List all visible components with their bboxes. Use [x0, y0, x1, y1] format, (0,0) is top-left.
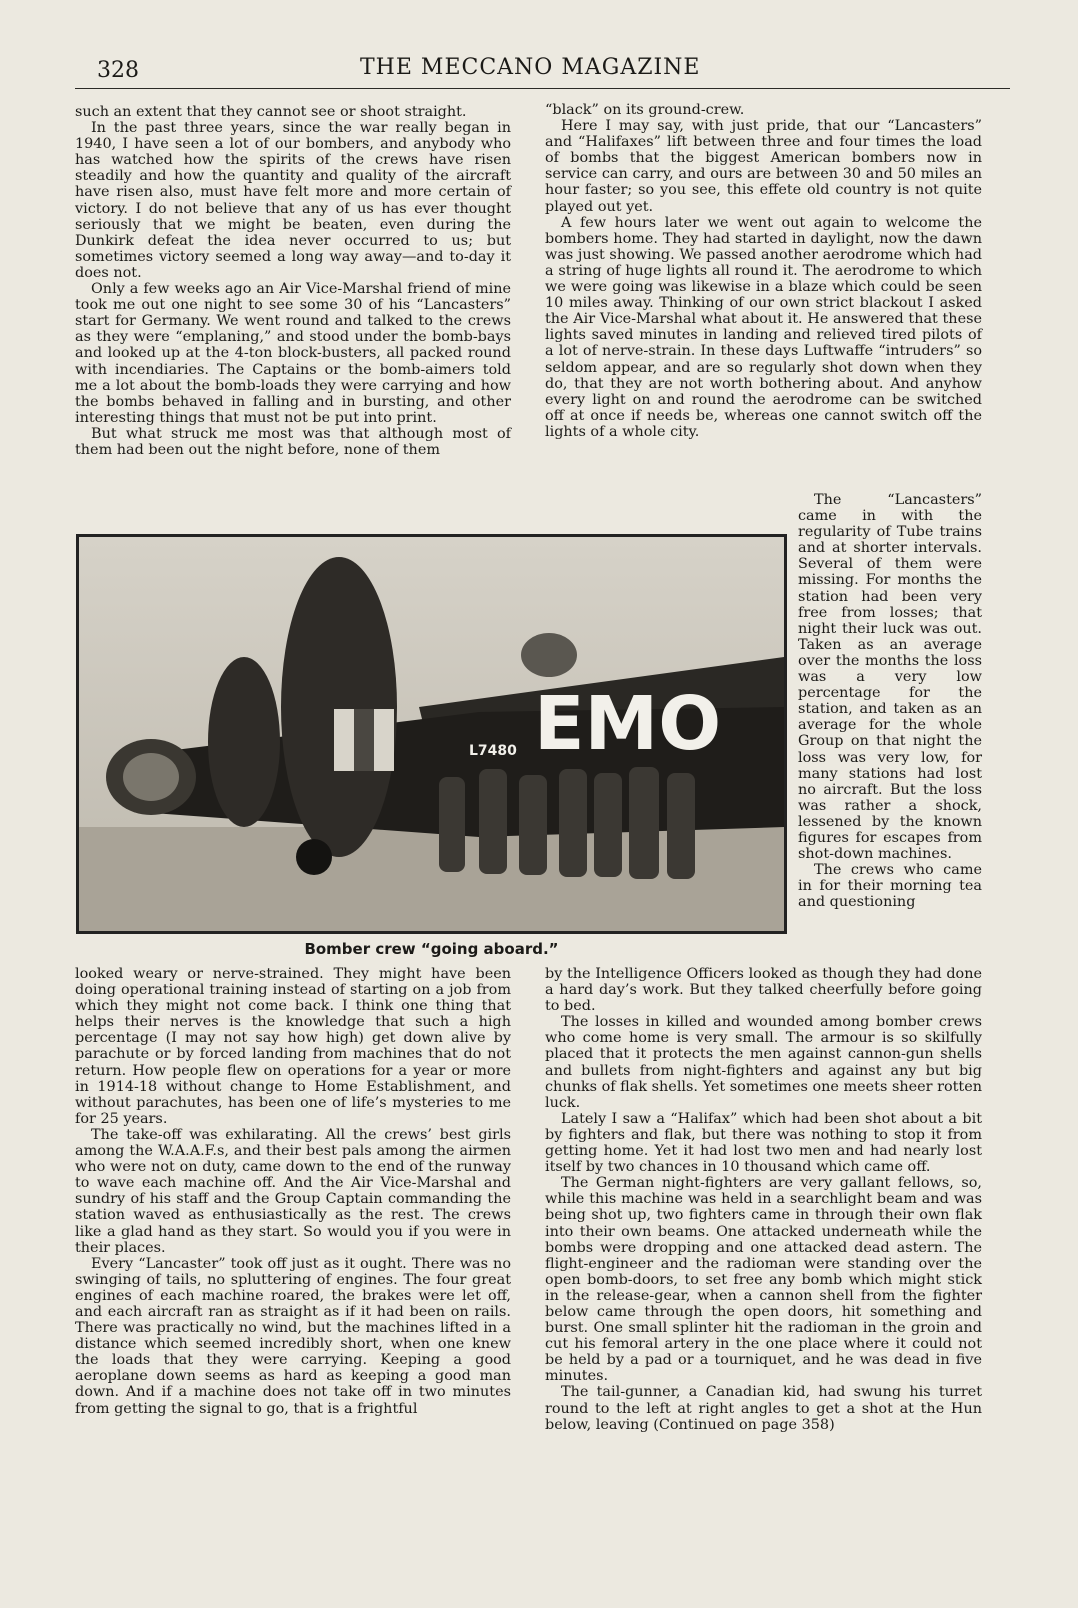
aircraft-code: EMO	[534, 681, 722, 767]
paragraph: But what struck me most was that although most of them had been out the night before, none of them	[75, 425, 511, 458]
paragraph: Only a few weeks ago an Air Vice-Marshal friend of mine took me out one night to see some 30 of his “Lancasters” start for Germany. We went round and talked to the crews as they were “emplaning,” and stood under the bomb-bays and looked up at the 4-ton block-busters, all packed round with incendiaries. The Captains or the bomb-aimers told me a lot about the bomb-loads they were carrying and how the bombs behaved in falling and in bursting, and other interesting things that must not be put into print.	[75, 281, 511, 426]
paragraph: “black” on its ground-crew.	[545, 102, 745, 118]
column-side	[798, 492, 982, 910]
paragraph: In the past three years, since the war really began in 1940, I have seen a lot of our bombers, and anybody who has watched how the spirits of the crews have risen steadily and how the quantity and quality of the aircraft have risen also, must have felt more and more certain of victory. I do not believe that any of us has ever thought seriously that we might be beaten, even during the Dunkirk defeat the idea never occurred to us; but sometimes victory seemed a long way away—and to-day it does not.	[75, 120, 511, 281]
paragraph: Every “Lancaster” took off just as it ought. There was no swinging of tails, no spluttering of engines. The four great engines of each machine roared, the brakes were let off, and each aircraft ran as straight as if it had been on rails. There was practically no wind, but the machines lifted in a distance which seemed incredibly short, when one knew the loads that they were carrying. Keeping a good aeroplane down seems as hard as keeping a good man down. And if a machine does not take off in two minutes from getting the signal to go, that is a frightful	[75, 1255, 511, 1417]
header-rule	[75, 88, 1010, 89]
paragraph: such an extent that they cannot see or shoot straight.	[75, 104, 467, 120]
paragraph: Here I may say, with just pride, that our “Lancasters” and “Halifaxes” lift between three and four times the load of bombs that the biggest American bombers now in service can carry, and ours are between 30 and 50 miles an hour faster; so you see, this effete old country is not quite played out yet.	[545, 118, 982, 215]
column-right-top	[545, 102, 982, 440]
paragraph: Lately I saw a “Halifax” which had been shot about a bit by fighters and flak, but there was nothing to stop it from getting home. Yet it had lost two men and had nearly lost itself by two chances in 10 thousand which came off.	[545, 1110, 982, 1176]
bomber-photograph	[76, 534, 787, 934]
paragraph: looked weary or nerve-strained. They might have been doing operational training instead of starting on a job from which they might not come back. I think one thing that helps their nerves is the knowledge that such a high percentage (I may not say how high) get down alive by parachute or by forced landing from machines that do not return. How people flew on operations for a year or more in 1914-18 without change to Home Establishment, and without parachutes, has been one of life’s mysteries to me for 25 years.	[75, 966, 511, 1127]
paragraph: The tail-gunner, a Canadian kid, had swung his turret round to the left at right angles to get a shot at the Hun below, leaving (Continued on page 358)	[545, 1384, 982, 1433]
page-header	[0, 0, 1078, 100]
paragraph: by the Intelligence Officers looked as though they had done a hard day’s work. But they talked cheerfully before going to bed.	[545, 966, 982, 1015]
page-number: 328	[97, 58, 139, 83]
column-right-bottom	[545, 966, 982, 1433]
paragraph: The “Lancasters” came in with the regularity of Tube trains and at shorter intervals. Several of them were missing. For months the station had been very free from losses; that night their luck was out. Taken as an average over the months the loss was a very low percentage for the station, and taken as an average for the whole Group on that night the loss was very low, for many stations had lost no aircraft. But the loss was rather a shock, lessened by the known figures for escapes from shot-down machines.	[798, 492, 982, 863]
paragraph: The take-off was exhilarating. All the crews’ best girls among the W.A.A.F.s, and their best pals among the airmen who were not on duty, came down to the end of the runway to wave each machine off. And the Air Vice-Marshal and sundry of his staff and the Group Captain commanding the station waved as enthusiastically as the rest. The crews like a glad hand as they start. So would you if you were in their places.	[75, 1126, 511, 1256]
paragraph: The losses in killed and wounded among bomber crews who come home is very small. The armour is so skilfully placed that it protects the men against cannon-gun shells and bullets from night-fighters and against any but big chunks of flak shells. Yet sometimes one meets sheer rotten luck.	[545, 1014, 982, 1111]
photo-caption: Bomber crew “going aboard.”	[304, 940, 559, 958]
paragraph: The German night-fighters are very gallant fellows, so, while this machine was held in a searchlight beam and was being shot up, two fighters came in through their own flak into their own beams. One attacked underneath while the bombs were dropping and one attacked dead astern. The flight-engineer and the radioman were standing over the open bomb-doors, to set free any bomb which might stick in the release-gear, when a cannon shell from the fighter below came through the open doors, hit something and burst. One small splinter hit the radioman in the groin and cut his femoral artery in the one place where it could not be held by a pad or a tourniquet, and he was dead in five minutes.	[545, 1175, 982, 1385]
column-left-top	[75, 104, 511, 458]
aircraft-serial: L7480	[469, 743, 517, 759]
paragraph: The crews who came in for their morning tea and questioning	[798, 862, 982, 911]
paragraph: A few hours later we went out again to welcome the bombers home. They had started in daylight, now the dawn was just showing. We passed another aerodrome which had a string of huge lights all round it. The aerodrome to which we were going was likewise in a blaze which could be seen 10 miles away. Thinking of our own strict blackout I asked the Air Vice-Marshal what about it. He answered that these lights saved minutes in landing and relieved tired pilots of a lot of nerve-strain. In these days Luftwaffe “intruders” so seldom appear, and are so regularly shot down when they do, that they are not worth bothering about. And anyhow every light on and round the aerodrome can be switched off at once if needs be, whereas one cannot switch off the lights of a whole city.	[545, 214, 982, 440]
column-left-bottom	[75, 966, 511, 1417]
magazine-title: THE MECCANO MAGAZINE	[360, 55, 701, 80]
lancaster-bomber-image	[79, 537, 784, 931]
